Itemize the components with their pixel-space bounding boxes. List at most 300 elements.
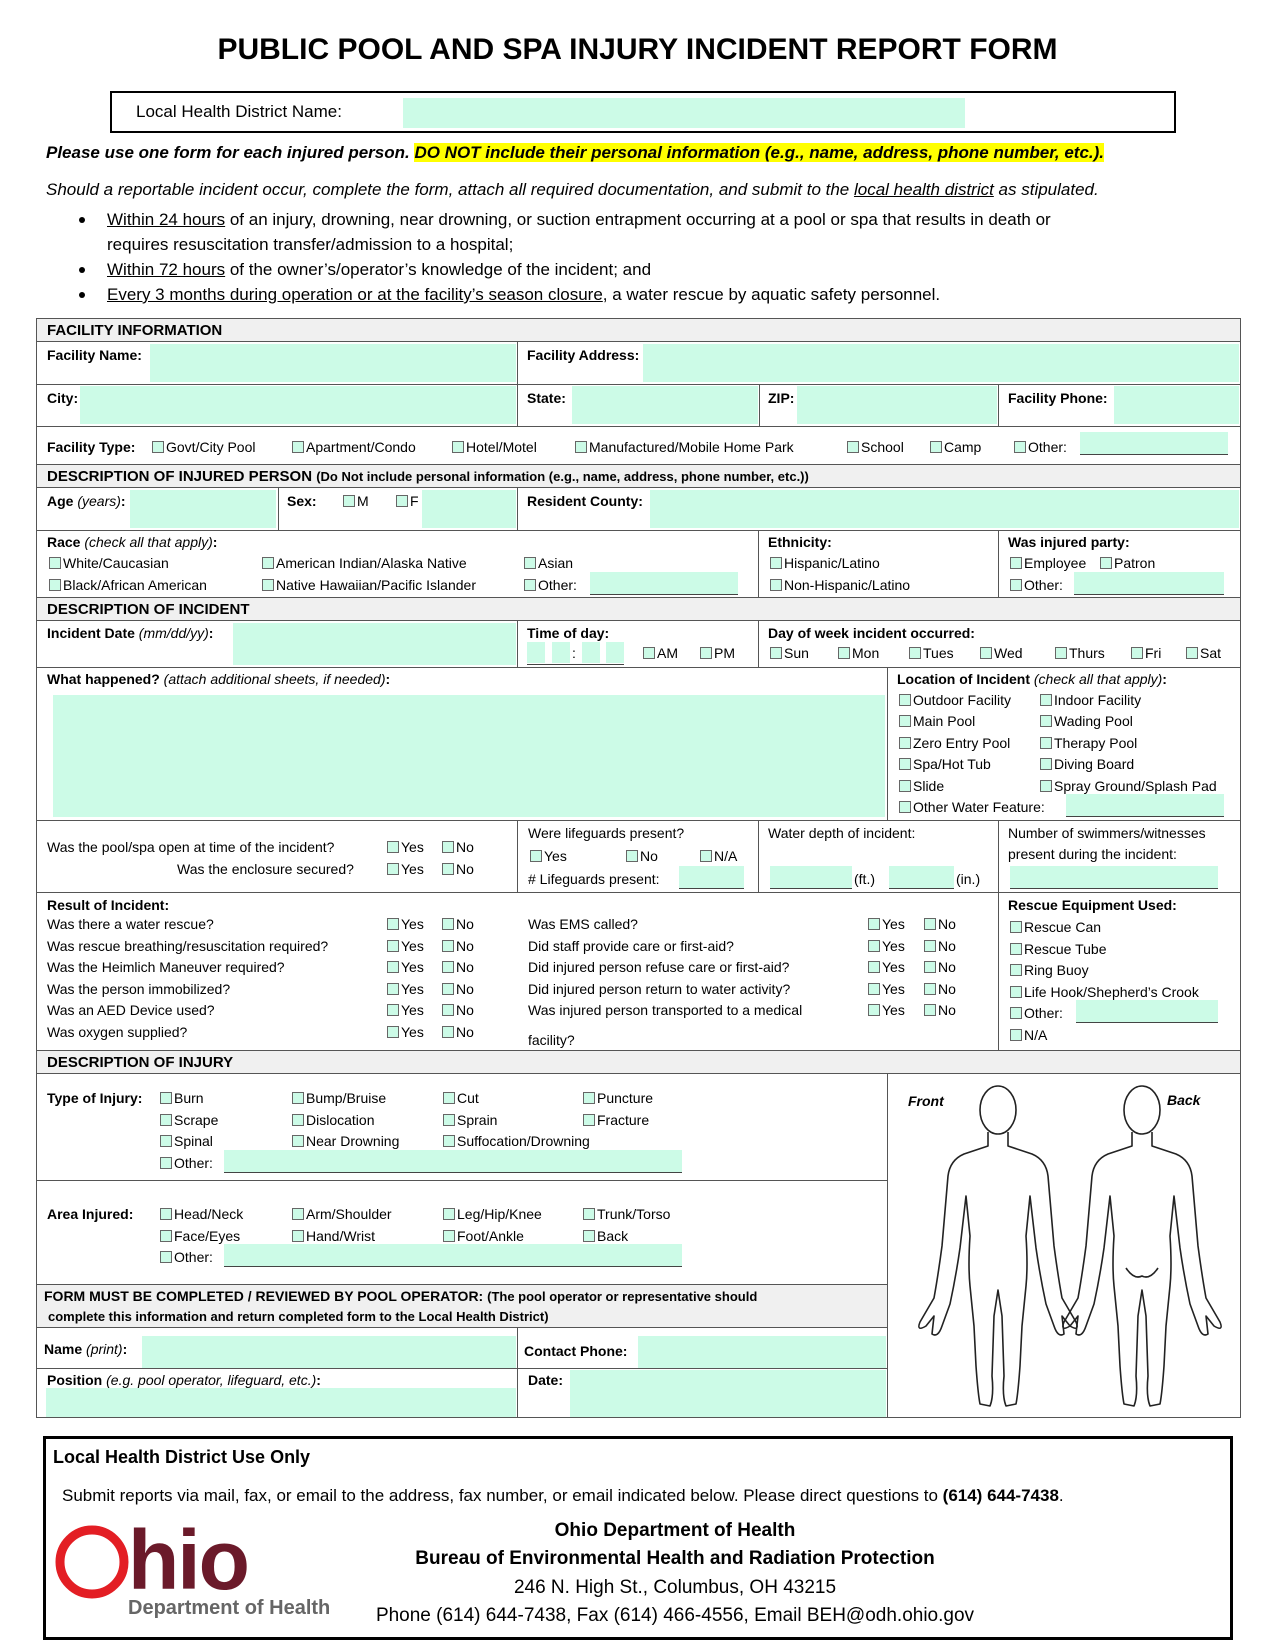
time-am-text: AM [657,645,678,661]
equipment-rescue-tube-text: Rescue Tube [1024,941,1107,957]
deadline-emphasis: Every 3 months during operation or at the facility’s season closure [107,285,603,304]
result-mid-1-no-text: No [938,937,956,954]
contact-phone-field[interactable] [638,1336,886,1368]
area-injured-text: Area Injured [47,1206,129,1222]
ethnicity-hispanic[interactable] [770,554,880,572]
result-mid-0-no-text: No [938,916,956,932]
injured-header-note: (Do Not include personal information (e.g., name, address, phone number, etc.)) [316,469,809,484]
injury-burn-text: Burn [174,1090,204,1106]
party-other[interactable] [1010,576,1063,594]
district-use-header: Local Health District Use Only [53,1447,311,1467]
facility-type-govt[interactable] [152,438,255,456]
equipment-rescue-tube[interactable] [1010,940,1107,958]
age-field[interactable] [130,490,276,528]
location-spray-ground-text: Spray Ground/Splash Pad [1054,778,1217,794]
location-slide-text: Slide [913,778,945,794]
injury-fracture[interactable] [583,1111,649,1129]
lifeguards-yes[interactable] [530,847,567,865]
facility-type-apartment-text: Apartment/Condo [306,439,416,455]
notice-two-b: as stipulated. [993,180,1099,199]
result-left-0-no-text: No [456,916,474,932]
zip-text: ZIP [768,390,790,406]
deadline-emphasis: Within 24 hours [107,210,226,229]
injury-spinal[interactable] [160,1132,213,1150]
area-back-text: Back [597,1228,629,1244]
location-indoor[interactable] [1040,691,1141,709]
lifeguards-count-field[interactable] [679,866,744,888]
facility-type-camp[interactable] [930,438,981,456]
location-outdoor[interactable] [899,691,1011,709]
facility-address-text: Facility Address [527,347,635,363]
result-mid-3-yes[interactable] [868,980,905,998]
deadline-list [107,207,1051,307]
lifeguards-question: Were lifeguards present? [528,825,685,841]
area-face-eyes-text: Face/Eyes [174,1228,241,1244]
location-spa-text: Spa/Hot Tub [913,756,991,772]
deadline-emphasis: Within 72 hours [107,260,226,279]
injury-sprain[interactable] [443,1111,497,1129]
time-hour-1[interactable] [527,642,545,663]
district-label: Local Health District Name: [136,102,342,121]
day-mon[interactable] [838,644,879,662]
location-main-pool-text: Main Pool [913,713,976,729]
result-left-5-no-text: No [456,1024,474,1040]
day-tues[interactable] [909,644,954,662]
time-hour-2[interactable] [552,642,570,663]
age-unit: (years) [77,493,121,509]
injury-near-drowning-text: Near Drowning [306,1133,400,1149]
age-label: Age (years): [47,493,126,509]
equipment-rescue-can-text: Rescue Can [1024,919,1102,935]
result-mid-0-yes[interactable] [868,915,905,933]
party-patron[interactable] [1100,554,1155,572]
location-outdoor-text: Outdoor Facility [913,692,1012,708]
org-name: Ohio Department of Health [554,1520,796,1541]
party-patron-text: Patron [1114,555,1156,571]
facility-type-other-field[interactable] [1080,432,1228,454]
result-left-4-no[interactable] [442,1001,474,1019]
day-sun-text: Sun [784,645,809,661]
facility-type-camp-text: Camp [944,439,982,455]
result-label: Result of Incident: [47,897,170,913]
rescue-equipment-text: Rescue Equipment Used [1008,897,1173,913]
race-black-text: Black/African American [63,577,207,593]
result-mid-3-yes-text: Yes [882,980,905,997]
time-am[interactable] [643,644,678,662]
injury-fracture-text: Fracture [597,1112,650,1128]
party-employee[interactable] [1010,554,1086,572]
swimmers-label: Number of swimmers/witnesses [1008,825,1206,841]
injury-sprain-text: Sprain [457,1112,498,1128]
location-other[interactable] [899,798,1045,816]
ethnicity-label: Ethnicity: [768,534,832,550]
result-mid-1-question: Did staff provide care or first-aid? [528,937,734,954]
operator-header-text: FORM MUST BE COMPLETED / REVIEWED BY POOL OPERATOR: [44,1288,484,1304]
result-mid-2-no[interactable] [924,958,956,976]
facility-phone-label: Facility Phone: [1008,390,1108,406]
equipment-other-text: Other: [1024,1005,1063,1021]
pool-open-no-text: No [456,839,474,855]
facility-name-field[interactable] [150,344,516,382]
submit-phone: (614) 644-7438 [942,1486,1059,1505]
day-fri-text: Fri [1145,645,1162,661]
day-wed-text: Wed [994,645,1023,661]
deadline-item [107,257,1051,282]
location-slide[interactable] [899,777,944,795]
injury-near-drowning[interactable] [292,1132,399,1150]
location-text: Location of Incident [897,671,1030,687]
result-mid-4-question: Was injured person transported to a medical [528,1002,803,1019]
incident-header: DESCRIPTION OF INCIDENT [47,601,250,618]
what-happened-field[interactable] [53,695,885,817]
ethnicity-non-hispanic-text: Non-Hispanic/Latino [784,577,911,593]
time-colon: : [572,645,576,661]
injury-puncture-text: Puncture [597,1090,654,1106]
submit-end: . [1058,1486,1064,1505]
location-other-field[interactable] [1066,794,1224,816]
day-sat[interactable] [1186,644,1221,662]
lifeguards-na-text: N/A [714,848,738,864]
time-min-1[interactable] [582,642,600,663]
sex-m-text: M [357,493,369,509]
ethnicity-non-hispanic[interactable] [770,576,910,594]
party-other-text: Other: [1024,577,1063,593]
day-of-week-label: Day of week incident occurred: [768,625,975,641]
injury-dislocation[interactable] [292,1111,374,1129]
submit-instructions [62,1485,1064,1507]
area-foot-ankle-text: Foot/Ankle [457,1228,524,1244]
position-note: (e.g. pool operator, lifeguard, etc.) [106,1372,317,1388]
day-sun[interactable] [770,644,809,662]
location-diving-board[interactable] [1040,755,1134,773]
equipment-rescue-can[interactable] [1010,918,1101,936]
enclosure-yes[interactable] [387,860,424,878]
location-spray-ground[interactable] [1040,777,1217,795]
result-left-3-no[interactable] [442,980,474,998]
ohio-logo [54,1513,344,1620]
result-left-5-no[interactable] [442,1023,474,1041]
location-wading-pool-text: Wading Pool [1054,713,1133,729]
facility-header: FACILITY INFORMATION [47,322,223,339]
result-mid-3-no[interactable] [924,980,956,998]
facility-type-school[interactable] [847,438,904,456]
race-other[interactable] [524,576,577,594]
injury-bump-text: Bump/Bruise [306,1090,387,1106]
area-other-text: Other: [174,1249,213,1265]
deadline-item [107,207,1051,257]
location-zero-entry[interactable] [899,734,1010,752]
state-field[interactable] [572,386,758,424]
body-front-figure [919,1086,1077,1406]
race-white[interactable] [49,554,169,572]
location-spa[interactable] [899,755,991,773]
injured-header-text: DESCRIPTION OF INJURED PERSON [47,468,313,485]
operator-date-field[interactable] [570,1370,886,1417]
local-health-district-link[interactable]: local health district [853,180,994,199]
result-left-2-yes-text: Yes [401,959,424,976]
location-wading-pool[interactable] [1040,712,1133,730]
what-happened-note: (attach additional sheets, if needed) [163,671,386,687]
pool-open-question: Was the pool/spa open at time of the incident? [47,839,335,855]
swimmers-count-field[interactable] [1010,866,1218,888]
body-back-label: Back [1167,1092,1201,1108]
location-indoor-text: Indoor Facility [1054,692,1142,708]
injury-scrape[interactable] [160,1111,218,1129]
day-of-week-text: Day of week incident occurred [768,625,971,641]
result-left-5-question: Was oxygen supplied? [47,1024,188,1040]
county-text: Resident County [527,493,639,509]
location-other-text: Other Water Feature: [913,799,1045,815]
result-left-3-question: Was the person immobilized? [47,980,231,997]
area-other-field[interactable] [224,1244,682,1266]
location-therapy-pool[interactable] [1040,734,1137,752]
injury-other[interactable] [160,1154,213,1172]
result-left-5-yes[interactable] [387,1023,424,1041]
facility-type-hotel-text: Hotel/Motel [466,439,537,455]
area-hand-wrist[interactable] [292,1227,375,1245]
city-label: City: [47,390,79,406]
party-text: Was injured party [1008,534,1125,550]
area-arm-shoulder[interactable] [292,1205,392,1223]
notice-two-a: Should a reportable incident occur, complete the form, attach all required documentation, and submit to the [46,180,854,199]
injury-other-field[interactable] [224,1150,682,1172]
result-text: Result of Incident [47,897,165,913]
result-left-0-yes-text: Yes [401,916,424,932]
bureau-name: Bureau of Environmental Health and Radiation Protection [415,1548,935,1569]
area-back[interactable] [583,1227,628,1245]
deadline-text: , a water rescue by aquatic safety personnel. [602,285,941,304]
race-note: (check all that apply) [84,534,213,550]
result-mid-1-yes[interactable] [868,937,905,955]
incident-date-field[interactable] [233,623,516,665]
facility-type-label: Facility Type: [47,439,136,455]
race-pacific-islander[interactable] [262,576,476,594]
injury-spinal-text: Spinal [174,1133,213,1149]
area-arm-shoulder-text: Arm/Shoulder [306,1206,392,1222]
race-asian-text: Asian [538,555,574,571]
result-mid-2-yes-text: Yes [882,959,905,976]
what-happened-label: What happened? (attach additional sheets, if needed): [47,671,391,687]
equipment-ring-buoy[interactable] [1010,961,1089,979]
race-black[interactable] [49,576,207,594]
facility-type-school-text: School [861,439,904,455]
race-text: Race [47,534,81,550]
injury-burn[interactable] [160,1089,204,1107]
result-left-3-no-text: No [456,980,474,997]
lifeguards-count-label: # Lifeguards present: [528,871,660,887]
result-left-2-yes[interactable] [387,958,424,976]
county-field[interactable] [650,490,1239,528]
body-back-figure [1063,1086,1221,1406]
what-happened-text: What happened? [47,671,160,687]
day-mon-text: Mon [852,645,880,661]
result-left-0-no[interactable] [442,915,474,933]
injury-suffocation-text: Suffocation/Drowning [457,1133,590,1149]
position-text: Position [47,1372,103,1388]
facility-type-mobile-home[interactable] [575,438,794,456]
operator-name-label: Name (print): [44,1341,128,1357]
zip-field[interactable] [797,386,997,424]
result-left-5-yes-text: Yes [401,1024,424,1040]
race-american-indian-text: American Indian/Alaska Native [276,555,467,571]
result-left-1-yes-text: Yes [401,937,424,954]
result-mid-4-no[interactable] [924,1001,956,1019]
result-mid-2-yes[interactable] [868,958,905,976]
race-american-indian[interactable] [262,554,467,572]
location-therapy-pool-text: Therapy Pool [1054,735,1138,751]
ethnicity-hispanic-text: Hispanic/Latino [784,555,880,571]
lifeguards-na[interactable] [700,847,737,865]
depth-in-unit: (in.) [956,871,981,887]
facility-phone-field[interactable] [1114,386,1239,424]
body-front-label: Front [908,1093,944,1109]
result-mid-1-no[interactable] [924,937,956,955]
facility-address-field[interactable] [643,344,1239,382]
area-other[interactable] [160,1248,213,1266]
equipment-ring-buoy-text: Ring Buoy [1024,962,1089,978]
area-leg-hip-knee[interactable] [443,1205,542,1223]
depth-in-field[interactable] [889,866,954,888]
injury-scrape-text: Scrape [174,1112,219,1128]
facility-name-text: Facility Name [47,347,138,363]
result-mid-0-question: Was EMS called? [528,916,638,932]
result-left-3-yes[interactable] [387,980,424,998]
result-mid-4-no-text: No [938,1002,956,1019]
facility-type-govt-text: Govt/City Pool [166,439,256,455]
location-main-pool[interactable] [899,712,975,730]
facility-type-apartment[interactable] [292,438,416,456]
deadline-item [107,282,1051,307]
result-mid-4-yes-text: Yes [882,1002,905,1019]
race-pacific-islander-text: Native Hawaiian/Pacific Islander [276,577,476,593]
operator-header [44,1287,757,1306]
result-mid-0-no[interactable] [924,915,956,933]
day-wed[interactable] [980,644,1023,662]
area-trunk-torso[interactable] [583,1205,670,1223]
result-left-1-no[interactable] [442,937,474,955]
notice-two [46,179,1099,201]
result-mid-2-question: Did injured person refuse care or first-aid? [528,959,790,976]
party-employee-text: Employee [1024,555,1087,571]
day-thurs[interactable] [1055,644,1105,662]
equipment-other[interactable] [1010,1004,1063,1022]
injury-other-text: Other: [174,1155,213,1171]
injury-suffocation[interactable] [443,1132,590,1150]
result-left-4-yes[interactable] [387,1001,424,1019]
result-left-4-no-text: No [456,1002,474,1019]
race-other-text: Other: [538,577,577,593]
position-field[interactable] [46,1388,516,1417]
operator-header-note: (The pool operator or representative should [487,1289,758,1304]
state-text: State [527,390,562,406]
operator-name-note: (print) [86,1341,123,1357]
submit-text: Submit reports via mail, fax, or email to the address, fax number, or email indicated below. Please direct questions to [62,1486,943,1505]
facility-phone-text: Facility Phone [1008,390,1103,406]
result-mid-4-yes[interactable] [868,1001,905,1019]
day-tues-text: Tues [923,645,954,661]
sex-f-checkbox[interactable] [396,492,419,510]
county-label: Resident County: [527,493,643,509]
race-white-text: White/Caucasian [63,555,169,571]
party-other-field[interactable] [1074,572,1224,594]
equipment-life-hook[interactable] [1010,983,1199,1001]
area-face-eyes[interactable] [160,1227,240,1245]
time-min-2[interactable] [606,642,624,663]
result-left-2-question: Was the Heimlich Maneuver required? [47,959,285,976]
result-left-0-yes[interactable] [387,915,424,933]
injury-puncture[interactable] [583,1089,653,1107]
injury-type-label: Type of Injury: [47,1090,143,1106]
enclosure-no-text: No [456,861,474,877]
position-label: Position (e.g. pool operator, lifeguard, etc.): [47,1372,321,1388]
lifeguards-no[interactable] [626,847,658,865]
day-sat-text: Sat [1200,645,1222,661]
org-contact: Phone (614) 644-7438, Fax (614) 466-4556, Email BEH@odh.ohio.gov [375,1605,975,1626]
city-field[interactable] [80,386,516,424]
equipment-other-field[interactable] [1076,1000,1218,1022]
area-foot-ankle[interactable] [443,1227,524,1245]
operator-name-field[interactable] [142,1336,516,1368]
area-trunk-torso-text: Trunk/Torso [597,1206,671,1222]
facility-type-other[interactable] [1014,438,1067,456]
result-left-2-no[interactable] [442,958,474,976]
city-text: City [47,390,74,406]
day-thurs-text: Thurs [1069,645,1105,661]
equipment-na-text: N/A [1024,1027,1048,1043]
time-pm[interactable] [700,644,735,662]
injury-header: DESCRIPTION OF INJURY [47,1054,234,1071]
depth-ft-field[interactable] [770,866,852,888]
day-fri[interactable] [1131,644,1161,662]
facility-type-hotel[interactable] [452,438,537,456]
location-label: Location of Incident (check all that apply): [897,671,1167,687]
sex-field[interactable] [422,490,516,528]
rescue-equipment-label: Rescue Equipment Used: [1008,897,1177,913]
race-asian[interactable] [524,554,573,572]
facility-address-label: Facility Address: [527,347,640,363]
enclosure-no[interactable] [442,860,474,878]
result-left-0-question: Was there a water rescue? [47,916,214,932]
swimmers-label-2: present during the incident: [1008,846,1177,862]
result-mid-2-no-text: No [938,959,956,976]
sex-m-checkbox[interactable] [343,492,369,510]
notice-one-highlight: DO NOT include their personal information (e.g., name, address, phone number, etc.). [414,143,1105,162]
party-label: Was injured party: [1008,534,1130,550]
body-diagram[interactable] [890,1076,1238,1416]
race-other-field[interactable] [590,572,738,594]
date-label: Date: [528,1372,564,1388]
pool-open-yes[interactable] [387,838,424,856]
lifeguards-no-text: No [640,848,658,864]
date-text: Date [528,1372,559,1388]
equipment-na[interactable] [1010,1026,1047,1044]
deadline-text-cont: requires resuscitation transfer/admission to a hospital; [107,235,514,254]
area-injured-label: Area Injured: [47,1206,134,1222]
ohio-logo-text: hio [128,1513,248,1607]
sex-label: Sex: [287,493,317,509]
org-address: 246 N. High St., Columbus, OH 43215 [513,1577,837,1598]
result-left-1-yes[interactable] [387,937,424,955]
result-left-2-no-text: No [456,959,474,976]
ohio-logo-sub: Department of Health [128,1597,331,1619]
injury-bump[interactable] [292,1089,386,1107]
pool-open-no[interactable] [442,838,474,856]
injury-cut[interactable] [443,1089,479,1107]
sex-f-text: F [410,493,419,509]
area-head-neck[interactable] [160,1205,243,1223]
result-left-3-yes-text: Yes [401,980,424,997]
district-name-field[interactable] [403,98,965,128]
